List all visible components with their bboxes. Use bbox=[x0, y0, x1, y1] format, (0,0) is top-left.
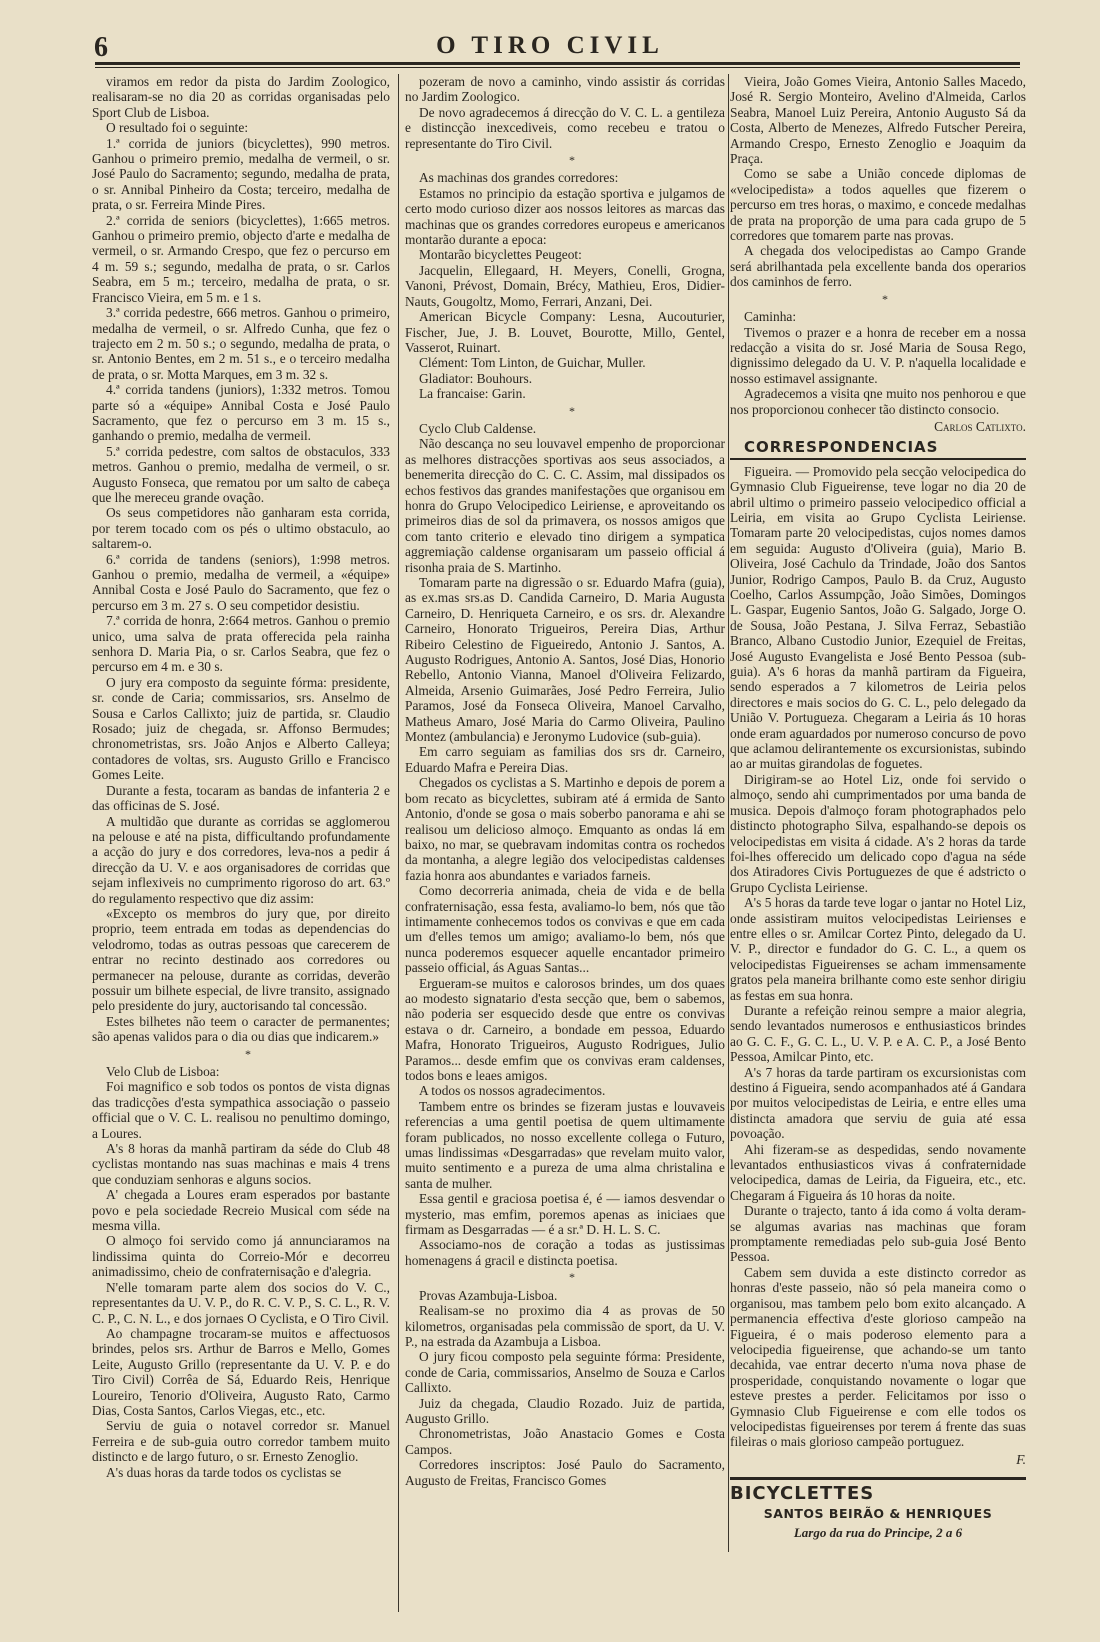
paragraph: Realisam-se no proximo dia 4 as provas de 50 kilometros, organisadas pela commissão de sport, da U. V. P., na estrada da Azambuja a Lisboa. bbox=[405, 1303, 725, 1349]
paragraph: A's 7 horas da tarde partiram os excursionistas com destino á Figueira, sendo acompanhados até á Gandara por muitos velocipedistas de Leiria, e entre elles uma distincta amadora que serviu de guia até essa povoação. bbox=[730, 1064, 1026, 1142]
ad-address: Largo da rua do Principe, 2 a 6 bbox=[793, 1524, 963, 1540]
paragraph: Durante o trajecto, tanto á ida como á volta deram-se algumas avarias nas machinas que foram promptamente remediadas pelo sub-guia José Bento Pessoa. bbox=[730, 1203, 1026, 1265]
paragraph: Ao champagne trocaram-se muitos e affectuosos brindes, pelos srs. Arthur de Barros e Mello, Gomes Leite, Augusto Grillo (representante da U. V. P. e do Tiro Civil) Corrêa de Sá, Eduardo Reis, Henrique Loureiro, Tenorio d'Oliveira, Augusto Rato, Carmo Dias, Costa Santos, Carlos Viegas, etc., etc. bbox=[92, 1325, 390, 1418]
paragraph: O jury ficou composto pela seguinte fórma: Presidente, conde de Caria, commissarios, Anselmo de Souza e Carlos Callixto. bbox=[405, 1349, 725, 1396]
paragraph: Tomaram parte na digressão o sr. Eduardo Mafra (guia), as ex.mas srs.as D. Candida Carneiro, D. Maria Augusta Carneiro, D. Henriqueta Carneiro, e os srs. dr. Alexandre Carneiro, Honorato Trigueiros, Pereira Dias, Arthur Ribeiro Celestino de Figueiredo, Antonio J. Santos, A. Augusto Rodrigues, Antonio A. Santos, José Dias, Honorio Rebello, Antonio Vianna, Manoel d'Oliveira Felizardo, Almeida, Arsenio Guimarães, José Pedro Ferreira, Julio Paramos, José da Fonseca Oliveira, Manoel Carvalho, Matheus Amaro, José Maria do Carmo Oliveira, Paulino Montez (ambulancia) e Jeronymo Ludovice (sub-guia). bbox=[405, 575, 725, 745]
section-separator: * bbox=[882, 291, 888, 306]
paragraph: A todos os nossos agradecimentos. bbox=[419, 1083, 606, 1099]
ad-title: BICYCLETTES bbox=[730, 1483, 875, 1505]
section-separator: * bbox=[245, 1046, 251, 1061]
paragraph: Clément: Tom Linton, de Guichar, Muller. bbox=[419, 355, 646, 371]
paragraph: As machinas dos grandes corredores: bbox=[419, 170, 619, 186]
paragraph: 7.ª corrida de honra, 2:664 metros. Ganhou o premio unico, uma salva de prata offerecida pela rainha senhora D. Maria Pia, o sr. Carlos Seabra, que fez o percurso em 4 m. e 30 s. bbox=[92, 613, 390, 675]
paragraph: Ahi fizeram-se as despedidas, sendo novamente levantados enthusiasticos vivas á confraternidade velocipedica, damas de Leiria, da Figueira, etc., etc. Chegaram á Figueira ás 10 horas da noite. bbox=[730, 1141, 1026, 1203]
paragraph: 6.ª corrida de tandens (seniors), 1:998 metros. Ganhou o premio, medalha de vermeil, a «équipe» Annibal Costa e José Paulo do Sacramento, que fez o percurso em 3 m. 27 s. O seu competidor desistiu. bbox=[92, 551, 390, 613]
paragraph: Foi magnifico e sob todos os pontos de vista dignas das tradicções d'esta sympathica associação o passeio official que o V. C. L. realisou no penultimo domingo, a Loures. bbox=[92, 1079, 390, 1141]
paragraph: Tivemos o prazer e a honra de receber em a nossa redacção a visita do sr. José Maria de Sousa Rego, dignissimo delegado da U. V. P. n'aquella localidade e nosso estimavel assignante. bbox=[730, 324, 1026, 386]
paragraph: O jury era composto da seguinte fórma: presidente, sr. conde de Caria; commissarios, srs. Anselmo de Sousa e Carlos Callixto; juiz de partida, sr. Claudio Rosado; juiz de chegada, sr. Affonso Bermudes; chronometristas, srs. João Anjos e Alberto Calleya; contadores de voltas, srs. Augusto Grillo e Francisco Gomes Leite. bbox=[92, 674, 390, 783]
paragraph: Provas Azambuja-Lisboa. bbox=[419, 1287, 558, 1303]
paragraph: De novo agradecemos á direcção do V. C. L. a gentileza e distincção inexcediveis, como recebeu e tratou o representante do Tiro Civil. bbox=[405, 104, 725, 151]
section-separator: * bbox=[569, 1270, 575, 1285]
paragraph: Os seus competidores não ganharam esta corrida, por terem tocado com os pés o ultimo obstaculo, ao saltarem-o. bbox=[92, 505, 390, 552]
paragraph: O resultado foi o seguinte: bbox=[106, 120, 249, 136]
paragraph: Durante a festa, tocaram as bandas de infanteria 2 e das officinas de S. José. bbox=[92, 782, 390, 814]
paragraph: Corredores inscriptos: José Paulo do Sacramento, Augusto de Freitas, Francisco Gomes bbox=[405, 1457, 725, 1488]
signature: F. bbox=[1016, 1451, 1026, 1467]
paragraph: 5.ª corrida pedestre, com saltos de obstaculos, 333 metros. Ganhou o premio, medalha de vermeil, o sr. Augusto Fonseca, que rematou por um salto de cabeça que lhe mereceu grande ovação. bbox=[92, 443, 390, 505]
paragraph: A's duas horas da tarde todos os cyclistas se bbox=[106, 1464, 342, 1480]
paragraph: Gladiator: Bouhours. bbox=[419, 370, 533, 386]
paragraph: Como decorreria animada, cheia de vida e de bella confraternisação, essa festa, avaliamo-lo bem, nós que tão intimamente conhecemos todos os convivas e que em cada um d'elles temos um amigo; avaliamo-lo bem, nós que nunca poderemos esquecer aquelle encantador primeiro passeio official, ás Aguas Santas... bbox=[405, 883, 725, 976]
paragraph: Jacquelin, Ellegaard, H. Meyers, Conelli, Grogna, Vanoni, Prévost, Domain, Brécy, Mathieu, Eros, Didier-Nauts, Gougoltz, Momo, Ferrari, Anzani, Dei. bbox=[405, 262, 725, 309]
paragraph: Estamos no principio da estação sportiva e julgamos de certo modo curioso dizer aos nossos leitores as marcas das machinas que os grandes corredores europeus e americanos montarão durante a epoca: bbox=[405, 185, 725, 248]
section-heading: CORRESPONDENCIAS bbox=[730, 440, 1026, 459]
advertisement bbox=[730, 1477, 1026, 1540]
paragraph: «Excepto os membros do jury que, por direito proprio, teem entrada em todas as dependencias do velodromo, todas as outras pessoas que carecerem de entrar no recinto destinado aos corredores ou permanecer na pelouse, durante as corridas, deverão possuir um bilhete especial, de livre transito, assignado pelo presidente do jury, auctorisando tal concessão. bbox=[92, 905, 390, 1014]
paragraph: 3.ª corrida pedestre, 666 metros. Ganhou o primeiro, medalha de vermeil, o sr. Alfredo Cunha, que fez o trajecto em 2 m. 50 s.; o segundo, medalha de prata, o sr. Antonio Bentes, em 2 m. 51 s., e o terceiro medalha de prata, o sr. Motta Marques, em 3 m. 32 s. bbox=[92, 305, 390, 382]
paragraph: La francaise: Garin. bbox=[419, 386, 526, 402]
paragraph: 1.ª corrida de juniors (bicyclettes), 990 metros. Ganhou o primeiro premio, medalha de vermeil, o sr. José Paulo do Sacramento; segundo, medalha de prata, o sr. Annibal Pinheiro da Costa; terceiro, medalha de prata, o sr. Ferreira Minde Pires. bbox=[92, 135, 390, 213]
paragraph: viramos em redor da pista do Jardim Zoologico, realisaram-se no dia 20 as corridas organisadas pelo Sport Club de Lisboa. bbox=[92, 74, 390, 120]
paragraph: Não descança no seu louvavel empenho de proporcionar as melhores distracções sportivas aos seus associados, a benemerita direcção do C. C. C. Assim, mal dissipados os echos festivos das grandes manifestações que organisou em honra do Grupo Velocipedico Leiriense, e aproveitando os primeiros dias de sol da primavera, os nossos amigos que com tanto criterio e elevado tino dirigem a sympatica aggremiação caldense organisaram um passeio official á risonha praia de S. Martinho. bbox=[405, 436, 725, 575]
paragraph: A's 5 horas da tarde teve logar o jantar no Hotel Liz, onde assistiram muitos velocipedistas Leirienses e entre elles o sr. Amilcar Cortez Pinto, delegado da U. V. P., director e fundador do G. C. L., a quem os velocipedistas Figueirenses se acham immensamente gratos pela maneira brilhante como este senhor dirigiu as festas em sua honra. bbox=[730, 895, 1026, 1003]
paragraph: Durante a refeição reinou sempre a maior alegria, sendo levantados numerosos e enthusiasticos brindes ao G. C. F., G. C. L., U. V. P. e A. C. P., a José Bento Pessoa, Amilcar Pinto, etc. bbox=[730, 1002, 1026, 1065]
ad-subtitle: SANTOS BEIRÃO & HENRIQUES bbox=[763, 1505, 993, 1521]
paragraph: Chronometristas, João Anastacio Gomes e Costa Campos. bbox=[405, 1426, 725, 1457]
paragraph: A's 8 horas da manhã partiram da séde do Club 48 cyclistas montando nas suas machinas e mais 4 trens que conduziam senhoras e alguns socios. bbox=[92, 1141, 390, 1187]
page-header bbox=[60, 18, 1040, 66]
paragraph: Estes bilhetes não teem o caracter de permanentes; são apenas validos para o dia ou dias que indicarem.» bbox=[92, 1013, 390, 1045]
paragraph: A multidão que durante as corridas se agglomerou na pelouse e até na pista, difficultando profundamente a acção do jury e dos corredores, leva-nos a pedir á direcção da U. V. e aos organisadores de corridas que sejam inflexiveis no cumprimento rigoroso do art. 63.º do regulamento respectivo que diz assim: bbox=[92, 813, 390, 906]
paragraph: Ergueram-se muitos e calorosos brindes, um dos quaes ao modesto signatario d'esta secção que, bem o sabemos, não poderia ser esquecido desde que entre os convivas estava o dr. Carneiro, a bondade em pessoa, Eduardo Mafra, Honorato Trigueiros, Augusto Rodrigues, Julio Paramos... desde emfim que os convivas eram caldenses, todos bons e leaes amigos. bbox=[405, 975, 725, 1083]
paragraph: Cyclo Club Caldense. bbox=[419, 420, 537, 436]
paragraph: Essa gentil e graciosa poetisa é, é — iamos desvendar o mysterio, mas emfim, poremos apenas as iniciaes que firmam as Desgarradas — é a sr.ª D. H. L. S. C. bbox=[405, 1191, 725, 1238]
paragraph: 2.ª corrida de seniors (bicyclettes), 1:665 metros. Ganhou o primeiro premio, objecto d'arte e medalha de vermeil, o sr. Armando Crespo, que fez o percurso em 4 m. 59 s.; segundo, medalha de prata, o sr. Carlos Seabra, em 5 m.; terceiro, medalha de prata, o sr. Francisco Vieira, em 5 m. e 1 s. bbox=[92, 212, 390, 305]
paragraph: pozeram de novo a caminho, vindo assistir ás corridas no Jardim Zoologico. bbox=[405, 74, 725, 105]
paragraph: Chegados os cyclistas a S. Martinho e depois de porem a bom recato as bicyclettes, subiram até á ermida de Santo Antonio, d'onde se gosa o mais soberbo panorama e ahi se realisou um delicioso almoço. Emquanto as ondas lá em baixo, no mar, se quebravam indomitas contra os rochedos da montanha, a alegre legião dos velocipedistas caldenses fazia honra aos abundantes e variados farneis. bbox=[405, 775, 725, 883]
paragraph: Figueira. — Promovido pela secção velocipedica do Gymnasio Club Figueirense, teve logar no dia 20 de abril ultimo o primeiro passeio velocipedico official a Leiria, em visita ao Grupo Cyclista Leiriense. Tomaram parte 20 velocipedistas, cujos nomes damos em seguida: Augusto d'Oliveira (guia), Mario B. Oliveira, José Cachulo da Trindade, João dos Santos Junior, Rodrigo Campos, Paulo B. da Cruz, Augusto Coelho, Carlos Assumpção, João Simões, Domingos L. Gaspar, Eugenio Santos, João G. Salgado, Jorge O. de Sousa, João Pestana, J. Silva Ferraz, Sebastião Branco, Albano Custodio Junior, Ezequiel de Freitas, José Augusto Evangelista e José Bento Pessoa (sub-guia). A's 6 horas da manhã partiram da Figueira, sendo esperados a 7 kilometros de Leiria pelos directores e mais socios do G. C. L., pelo delegado da União V. Portugueza. Chegaram a Leiria ás 10 horas onde eram aguardados por numeroso concurso de povo que aclamou delirantemente os excursionistas, subindo ao ar muitas girandolas de foguetes. bbox=[730, 463, 1026, 772]
column-1 bbox=[92, 74, 390, 1480]
paragraph: Tambem entre os brindes se fizeram justas e louvaveis referencias a uma gentil poetisa de quem ultimamente foram publicados, no nosso excellente collega o Futuro, umas lindissimas «Desgarradas» que revelam muito valor, muito sentimento e a pureza de uma alma christalina e santa de mulher. bbox=[405, 1098, 725, 1191]
paragraph: Cabem sem duvida a este distincto corredor as honras d'este passeio, não só pela maneira como o organisou, mas tambem pelo bom exito alcançado. A permanencia effectiva d'este glorioso campeão na Figueira, é o mais poderoso elemento para a velocipedia figueirense, que achando-se um tanto decahida, vae entrar decerto n'uma nova phase de prosperidade, conquistando novamente o logar que esteve prestes a perder. Felicitamos por isso o Gymnasio Club Figueirense e com elle todos os velocipedistas figueirenses por terem á frente das suas fileiras o mais glorioso campeão portuguez. bbox=[730, 1264, 1026, 1450]
paragraph: Caminha: bbox=[744, 309, 797, 325]
paragraph: Como se sabe a União concede diplomas de «velocipedista» a todos aquelles que fizerem o percurso em tres horas, o maximo, e concede medalhas de prata na proporção de uma para cada grupo de 5 corredores que tomarem parte nas provas. bbox=[730, 166, 1026, 244]
paragraph: Dirigiram-se ao Hotel Liz, onde foi servido o almoço, sendo ahi cumprimentados por uma banda de musica. Depois d'almoço foram photographados pelo distincto photographo Silva, espalhando-se depois os velocipedistas em visita á cidade. A's 2 horas da tarde foi-lhes offerecido um delicado copo d'agua na séde dos Atiradores Civis Portuguezes de que é adstricto o Grupo Cyclista Leiriense. bbox=[730, 771, 1026, 895]
page-number: 6 bbox=[94, 32, 108, 63]
paragraph: Juiz da chegada, Claudio Rozado. Juiz de partida, Augusto Grillo. bbox=[405, 1395, 725, 1426]
paragraph: Velo Club de Lisboa: bbox=[106, 1064, 220, 1079]
paragraph: A chegada dos velocipedistas ao Campo Grande será abrilhantada pela excellente banda dos operarios dos caminhos de ferro. bbox=[730, 243, 1026, 290]
paragraph: Serviu de guia o notavel corredor sr. Manuel Ferreira e de sub-guia outro corredor tambem muito distincto e de largo futuro, o sr. Ernesto Zenoglio. bbox=[92, 1418, 390, 1465]
paragraph: Vieira, João Gomes Vieira, Antonio Salles Macedo, José R. Sergio Monteiro, Avelino d'Almeida, Carlos Seabra, Manoel Luiz Pereira, Antonio Augusto Sá da Costa, Alberto de Menezes, Alfredo Futscher Pereira, Armando Crespo, Ernesto Zenoglio e Joaquim da Praça. bbox=[730, 74, 1026, 167]
column-2 bbox=[405, 74, 725, 1488]
masthead-title: O TIRO CIVIL bbox=[436, 32, 664, 59]
paragraph: N'elle tomaram parte alem dos socios do V. C., representantes da U. V. P., do R. C. V. P., S. C. L., R. V. C. P., C. N. L., e dos jornaes O Cyclista, e O Tiro Civil. bbox=[92, 1279, 390, 1326]
paragraph: Associamo-nos de coração a todas as justissimas homenagens á gracil e distincta poetisa. bbox=[405, 1237, 725, 1268]
header-rule bbox=[95, 62, 1020, 68]
column-3-body bbox=[730, 74, 1026, 1467]
section-separator: * bbox=[569, 403, 575, 418]
section-separator: * bbox=[569, 153, 575, 168]
paragraph: Em carro seguiam as familias dos srs dr. Carneiro, Eduardo Mafra e Pereira Dias. bbox=[405, 744, 725, 775]
column-divider bbox=[398, 74, 399, 1612]
paragraph: O almoço foi servido como já annunciaramos na lindissima quinta do Correio-Mór e decorreu animadissimo, cheio de confraternisação e d'alegria. bbox=[92, 1233, 390, 1280]
column-3 bbox=[730, 74, 1026, 1540]
paragraph: Montarão bicyclettes Peugeot: bbox=[419, 247, 582, 263]
column-divider bbox=[728, 74, 729, 1552]
signature: Carlos Catlixto. bbox=[934, 418, 1026, 434]
paragraph: American Bicycle Company: Lesna, Aucouturier, Fischer, Jue, J. B. Louvet, Bourotte, Millo, Gentel, Vasserot, Ruinart. bbox=[405, 309, 725, 355]
paragraph: Agradecemos a visita qne muito nos penhorou e que nos proporcionou conhecer tão distincto consocio. bbox=[730, 386, 1026, 417]
paragraph: 4.ª corrida tandens (juniors), 1:332 metros. Tomou parte só a «équipe» Annibal Costa e José Paulo Sacramento, que fez o percurso em 3 m. 15 s., ganhando o premio, medalha de vermeil. bbox=[92, 382, 390, 444]
paragraph: A' chegada a Loures eram esperados por bastante povo e pela sociedade Recreio Musical com séde na mesma villa. bbox=[92, 1187, 390, 1234]
